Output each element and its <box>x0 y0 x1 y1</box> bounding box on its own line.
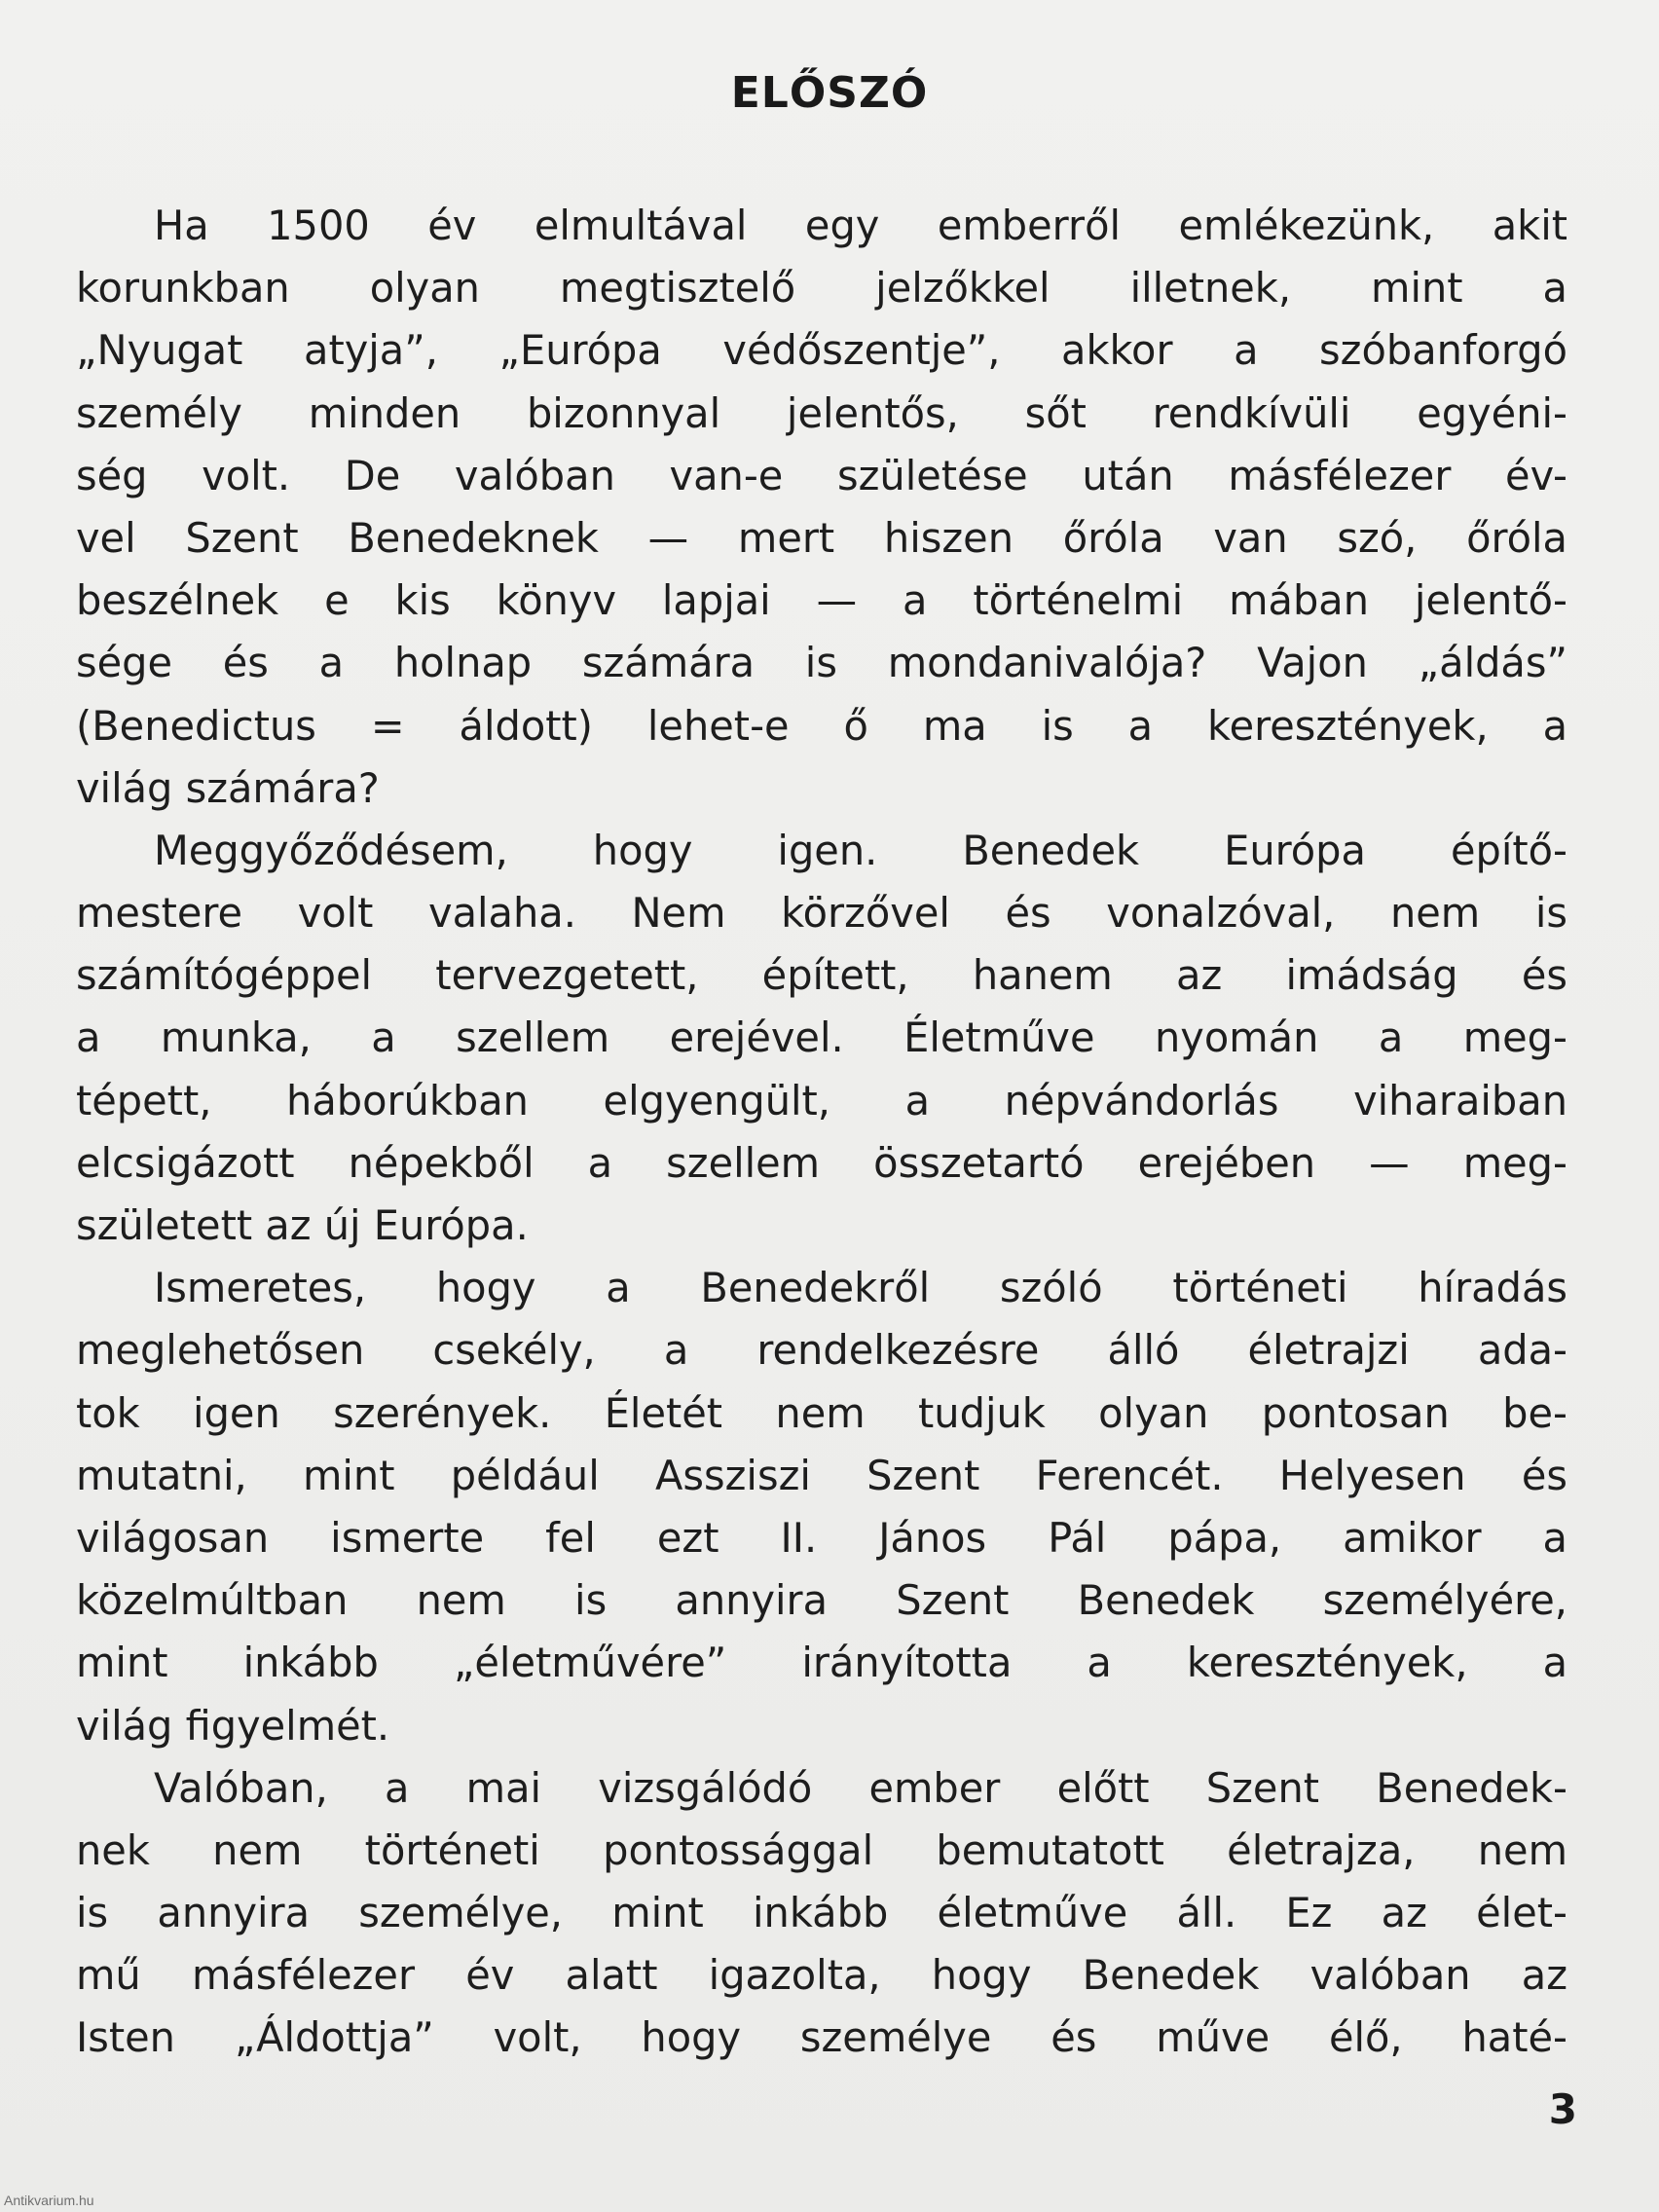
text-line: Meggyőződésem, hogy igen. Benedek Európa építő- <box>154 826 1567 874</box>
text-line: elcsigázott népekből a szellem összetartó erejében — meg- <box>76 1138 1567 1187</box>
body-text <box>76 195 1567 2070</box>
text-line: világ figyelmét. <box>76 1701 390 1750</box>
text-line: korunkban olyan megtisztelő jelzőkkel illetnek, mint a <box>76 264 1567 313</box>
text-line: mű másfélezer év alatt igazolta, hogy Benedek valóban az <box>76 1951 1567 2000</box>
text-line: „Nyugat atyja”, „Európa védőszentje”, akkor a szóbanforgó <box>76 326 1567 375</box>
text-line: Valóban, a mai vizsgálódó ember előtt Szent Benedek- <box>154 1763 1567 1812</box>
text-line: mint inkább „életművére” irányította a keresztények, a <box>76 1639 1567 1687</box>
text-line: Ha 1500 év elmultával egy emberről emlékezünk, akit <box>154 202 1567 249</box>
chapter-title: ELŐSZÓ <box>730 68 929 118</box>
text-line: született az új Európa. <box>76 1201 529 1249</box>
text-line: tok igen szerények. Életét nem tudjuk olyan pontosan be- <box>76 1388 1567 1437</box>
text-line: tépett, háborúkban elgyengült, a népvándorlás viharaiban <box>76 1076 1567 1124</box>
text-line: a munka, a szellem erejével. Életműve nyomán a meg- <box>76 1014 1567 1062</box>
text-line: vel Szent Benedeknek — mert hiszen őróla van szó, őróla <box>76 513 1567 562</box>
text-line: ség volt. De valóban van-e születése után másfélezer év- <box>76 451 1567 499</box>
text-line: meglehetősen csekély, a rendelkezésre álló életrajzi ada- <box>76 1326 1567 1375</box>
watermark: Antikvarium.hu <box>4 2193 94 2208</box>
text-line: is annyira személye, mint inkább életműve áll. Ez az élet- <box>76 1889 1567 1937</box>
text-line: nek nem történeti pontossággal bemutatott életrajza, nem <box>76 1825 1567 1874</box>
text-line: Isten „Áldottja” volt, hogy személye és műve élő, haté- <box>76 2013 1567 2062</box>
text-line: mutatni, mint például Assziszi Szent Ferencét. Helyesen és <box>76 1451 1567 1499</box>
text-line: mestere volt valaha. Nem körzővel és vonalzóval, nem is <box>76 889 1567 938</box>
page-number: 3 <box>1548 2085 1577 2133</box>
text-line: Ismeretes, hogy a Benedekről szóló történeti híradás <box>154 1264 1567 1312</box>
text-line: személy minden bizonnyal jelentős, sőt rendkívüli egyéni- <box>76 388 1567 437</box>
text-line: beszélnek e kis könyv lapjai — a történelmi mában jelentő- <box>76 576 1567 625</box>
text-line: világosan ismerte fel ezt II. János Pál pápa, amikor a <box>76 1513 1567 1562</box>
text-line: (Benedictus = áldott) lehet-e ő ma is a keresztények, a <box>76 701 1567 750</box>
text-line: számítógéppel tervezgetett, épített, hanem az imádság és <box>76 951 1567 1000</box>
text-line: közelmúltban nem is annyira Szent Benedek személyére, <box>76 1576 1567 1625</box>
text-line: világ számára? <box>76 763 380 812</box>
text-line: sége és a holnap számára is mondanivalója? Vajon „áldás” <box>76 639 1567 687</box>
